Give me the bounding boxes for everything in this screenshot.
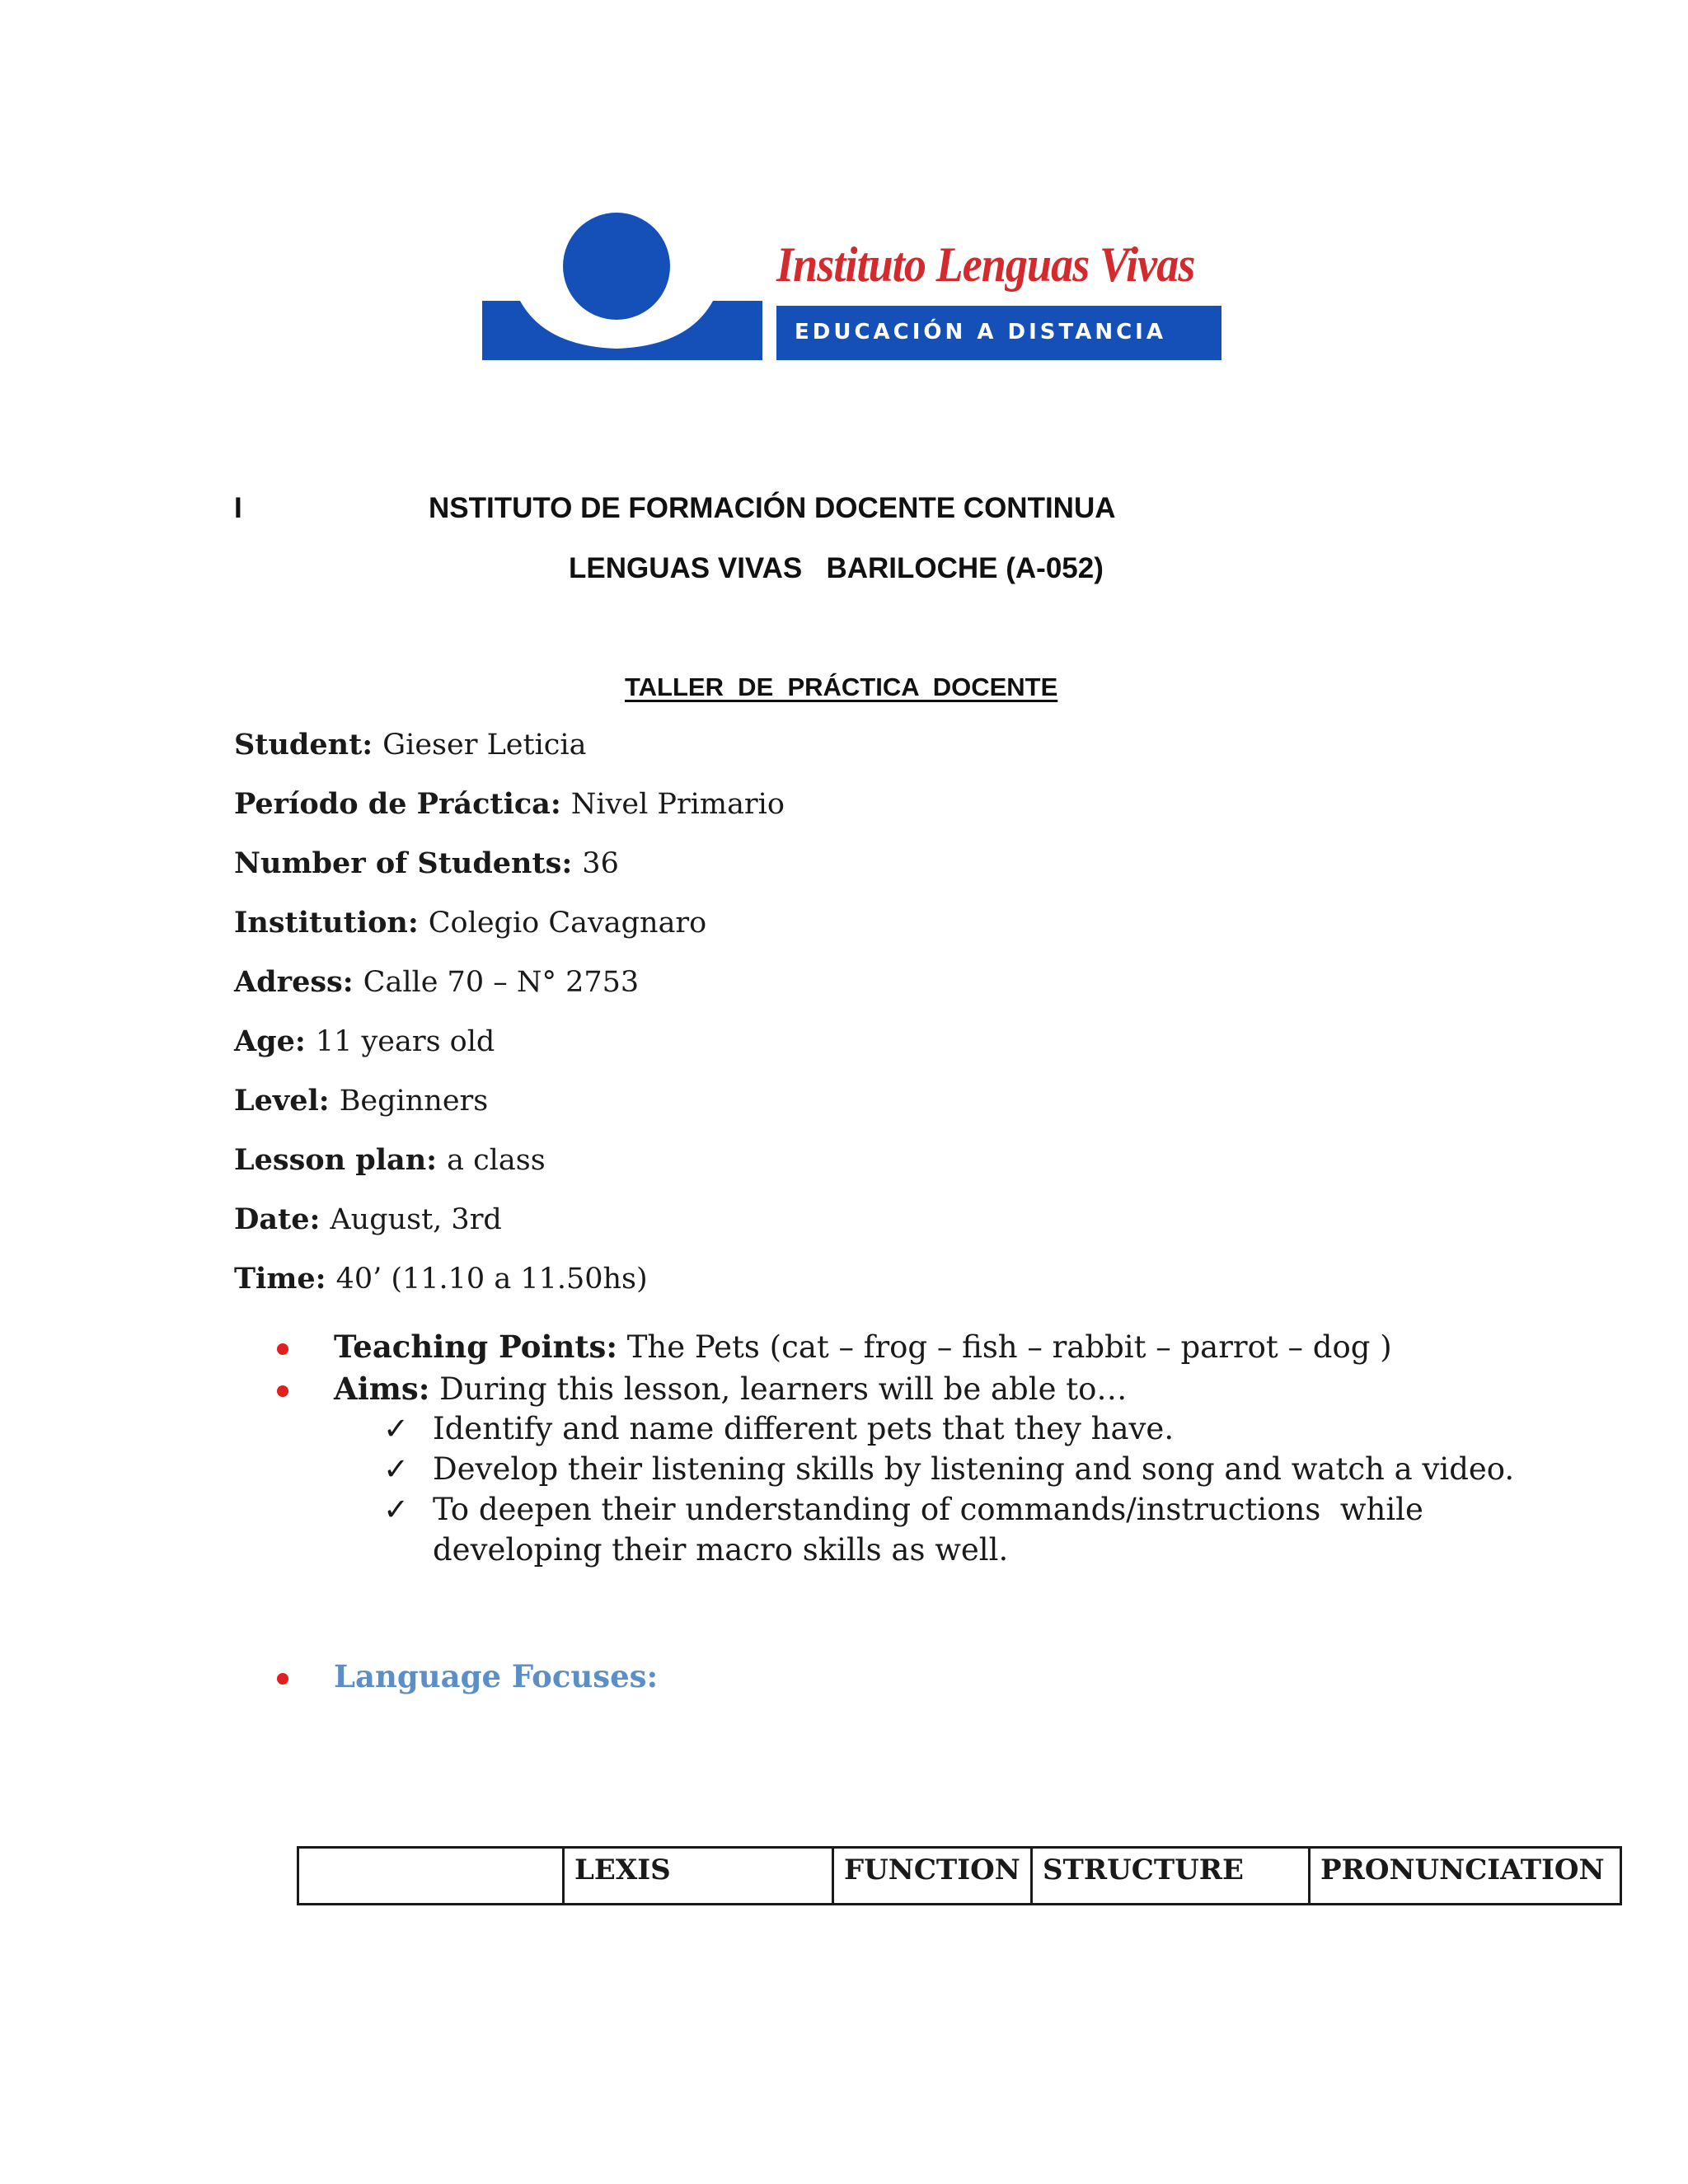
info-label: Age: xyxy=(234,1024,306,1058)
info-number-of-students xyxy=(234,846,619,880)
info-value: 36 xyxy=(582,847,619,880)
info-level xyxy=(234,1084,488,1118)
checkmark-icon: ✓ xyxy=(383,1492,410,1527)
info-value: Nivel Primario xyxy=(570,788,785,821)
header-institute: NSTITUTO DE FORMACIÓN DOCENTE CONTINUA xyxy=(429,492,1116,524)
info-institution xyxy=(234,906,706,940)
table-header-lexis: LEXIS xyxy=(564,1848,833,1905)
info-label: Number of Students: xyxy=(234,846,573,880)
logo-tagline-band xyxy=(776,306,1221,360)
aims-intro: During this lesson, learners will be able to… xyxy=(439,1371,1128,1407)
info-label: Adress: xyxy=(234,965,354,999)
logo-name: Instituto Lenguas Vivas xyxy=(776,237,1195,292)
header-workshop-title: TALLER DE PRÁCTICA DOCENTE xyxy=(625,673,1058,701)
bullet-icon xyxy=(277,1385,288,1397)
info-label: Student: xyxy=(234,728,373,762)
info-age xyxy=(234,1024,495,1058)
header-location: LENGUAS VIVAS BARILOCHE (A-052) xyxy=(569,552,1104,584)
teaching-points-value: The Pets (cat – frog – fish – rabbit – parrot – dog ) xyxy=(626,1329,1392,1365)
info-label: Time: xyxy=(234,1262,326,1296)
table-header-function: FUNCTION xyxy=(833,1848,1032,1905)
checkmark-icon: ✓ xyxy=(383,1411,410,1446)
info-label: Lesson plan: xyxy=(234,1143,438,1177)
info-value: Colegio Cavagnaro xyxy=(428,907,707,940)
header-initial: I xyxy=(234,492,242,524)
info-value: Beginners xyxy=(339,1085,489,1118)
info-label: Level: xyxy=(234,1084,330,1118)
info-label: Date: xyxy=(234,1202,321,1236)
logo-emblem-icon xyxy=(482,202,762,367)
info-address xyxy=(234,965,639,999)
info-period xyxy=(234,787,785,821)
aim-text: To deepen their understanding of commands/instructions while xyxy=(433,1492,1423,1527)
aim-text: Develop their listening skills by listening and song and watch a video. xyxy=(433,1451,1515,1487)
checkmark-icon: ✓ xyxy=(383,1451,410,1487)
info-date xyxy=(234,1202,502,1236)
info-value: Calle 70 – N° 2753 xyxy=(363,966,640,999)
language-focuses-label: Language Focuses: xyxy=(334,1658,659,1694)
info-value: a class xyxy=(447,1144,546,1177)
table-header-pronunciation: PRONUNCIATION xyxy=(1310,1848,1621,1905)
language-focus-table xyxy=(297,1846,1622,1905)
aims-label: Aims: xyxy=(334,1371,430,1407)
info-value: Gieser Leticia xyxy=(382,729,587,762)
info-value: 11 years old xyxy=(315,1025,495,1058)
info-student xyxy=(234,728,586,762)
table-header-row xyxy=(298,1848,1621,1905)
info-lesson-plan xyxy=(234,1143,546,1177)
table-header-cell-empty xyxy=(298,1848,564,1905)
logo-tagline: EDUCACIÓN A DISTANCIA xyxy=(795,320,1166,344)
info-value: August, 3rd xyxy=(330,1203,502,1236)
aim-text: developing their macro skills as well. xyxy=(433,1532,1009,1568)
aim-text: Identify and name different pets that they have. xyxy=(433,1411,1175,1446)
info-value: 40’ (11.10 a 11.50hs) xyxy=(335,1263,648,1296)
institute-logo xyxy=(482,202,1224,367)
info-label: Período de Práctica: xyxy=(234,787,561,821)
info-label: Institution: xyxy=(234,906,419,940)
teaching-points-label: Teaching Points: xyxy=(334,1329,617,1365)
bullet-icon xyxy=(277,1673,288,1685)
bullet-icon xyxy=(277,1343,288,1355)
table-header-structure: STRUCTURE xyxy=(1032,1848,1310,1905)
info-time xyxy=(234,1262,648,1296)
